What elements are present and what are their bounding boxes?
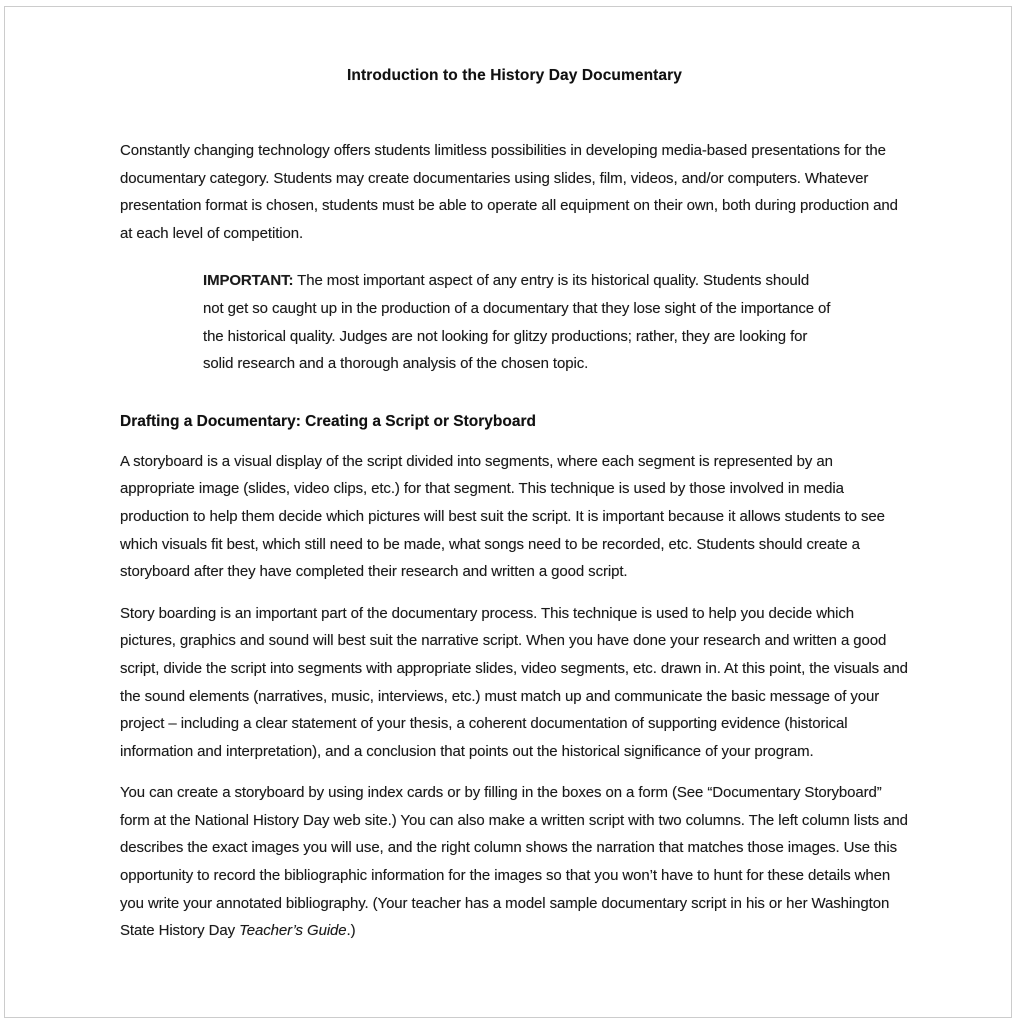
- closing-paragraph-end: .): [346, 922, 356, 940]
- important-body-text: The most important aspect of any entry is its historical quality. Students should not get so caught up in the production of a documentary that they lose sight of the importance of the historical quality. Judges are not looking for glitzy productions; rather, they are looking for solid research and a thorough analysis of the chosen topic.: [203, 272, 831, 373]
- closing-paragraph: [120, 779, 909, 945]
- document-page: [4, 6, 1012, 1018]
- important-label: IMPORTANT:: [203, 272, 294, 290]
- document-title: Introduction to the History Day Documentary: [347, 67, 682, 84]
- closing-paragraph-text: You can create a storyboard by using index cards or by filling in the boxes on a form (See “Documentary Storyboard” form at the National History Day web site.) You can also make a written script with two columns. The left column lists and describes the exact images you will use, and the right column shows the narration that matches those images. Use this opportunity to record the bibliographic information for the images so that you won’t have to hunt for these details when you write your annotated bibliography. (Your teacher has a model sample documentary script in his or her Washington State History Day: [120, 784, 908, 940]
- storyboard-definition-paragraph: A storyboard is a visual display of the script divided into segments, where each segment is represented by an appropriate image (slides, video clips, etc.) for that segment. This technique is used by those involved in media production to help them decide which pictures will best suit the script. It is important because it allows students to see which visuals fit best, which still need to be made, what songs need to be recorded, etc. Students should create a storyboard after they have completed their research and written a good script.: [120, 452, 885, 581]
- intro-paragraph: Constantly changing technology offers students limitless possibilities in developing media-based presentations for the documentary category. Students may create documentaries using slides, film, videos, and/or computers. Whatever presentation format is chosen, students must be able to operate all equipment on their own, both during production and at each level of competition.: [120, 142, 898, 242]
- teachers-guide-italic-text: Teacher’s Guide: [239, 922, 347, 940]
- important-note-paragraph: [203, 267, 833, 377]
- section-heading-drafting-documentary: Drafting a Documentary: Creating a Script or Storyboard: [120, 412, 536, 430]
- storyboarding-process-paragraph: Story boarding is an important part of the documentary process. This technique is used to help you decide which pictures, graphics and sound will best suit the narrative script. When you have done your research and written a good script, divide the script into segments with appropriate slides, video segments, etc. drawn in. At this point, the visuals and the sound elements (narratives, music, interviews, etc.) must match up and communicate the basic message of your project – including a clear statement of your thesis, a coherent documentation of supporting evidence (historical information and interpretation), and a conclusion that points out the historical significance of your program.: [120, 604, 908, 760]
